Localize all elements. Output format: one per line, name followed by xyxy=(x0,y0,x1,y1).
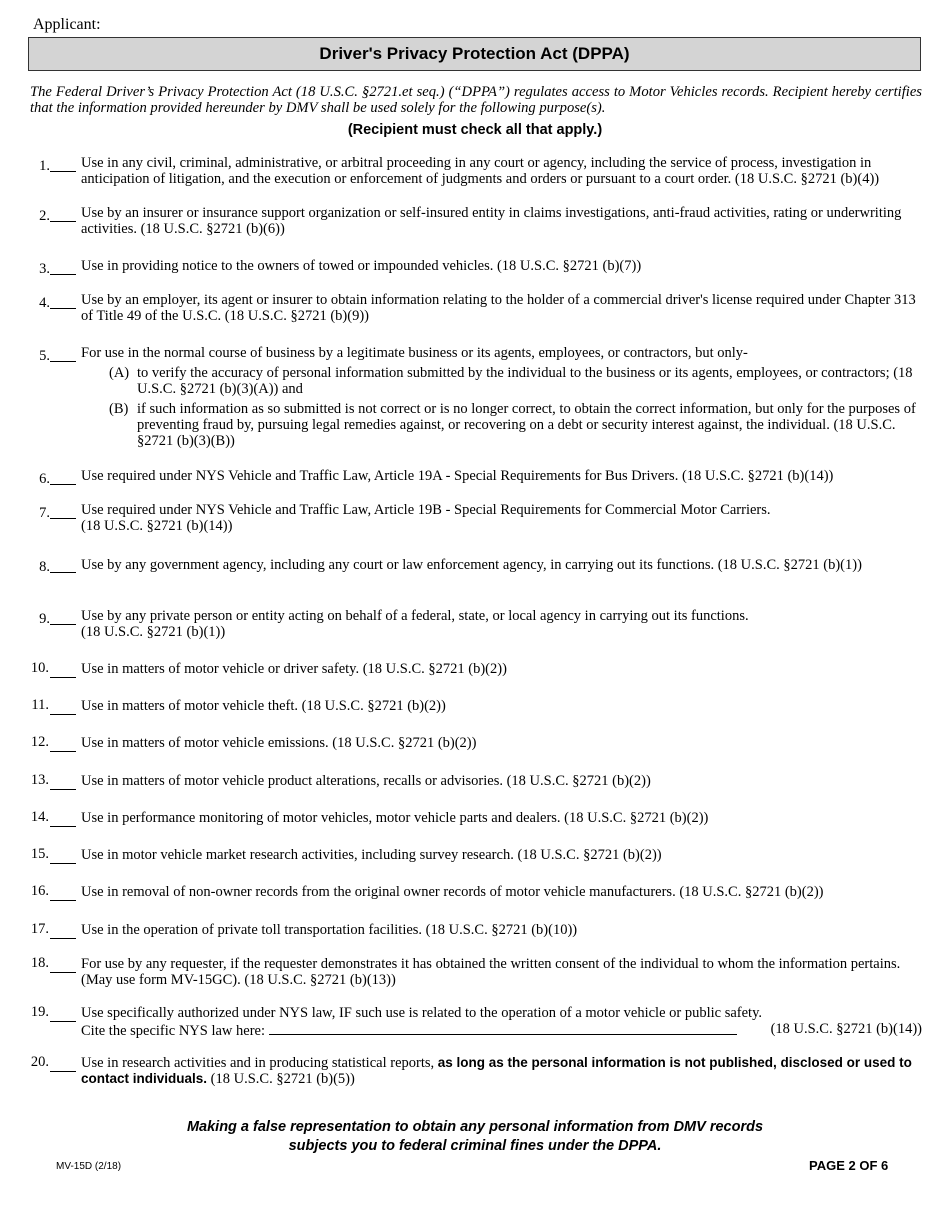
item-number: 16. xyxy=(30,883,49,899)
item-number: 8. xyxy=(39,559,50,575)
form-title xyxy=(28,37,921,71)
item-body xyxy=(81,1055,922,1087)
item-number: 1. xyxy=(39,158,50,174)
checkbox-blank-15[interactable] xyxy=(50,863,76,864)
item-number: 18. xyxy=(30,955,49,971)
intro-paragraph: The Federal Driver’s Privacy Protection Act (18 U.S.C. §2721.et seq.) (“DPPA”) regulates access to Motor Vehicles records. Recipient hereby certifies that the information provided hereunder by DMV shall be used solely for the following purpose(s). xyxy=(30,84,922,116)
item-number: 15. xyxy=(30,846,49,862)
checkbox-blank-20[interactable] xyxy=(50,1071,76,1072)
item-number: 9. xyxy=(39,611,50,627)
item-text: Use in any civil, criminal, administrative, or arbitral proceeding in any court or agency, including the service of process, investigation in anticipation of litigation, and the execution or enforcement of judgments and orders or pursuant to a court order. (18 U.S.C. §2721 (b)(4)) xyxy=(81,155,880,187)
item-text: Use in performance monitoring of motor vehicles, motor vehicle parts and dealers. (18 U.S.C. §2721 (b)(2)) xyxy=(81,810,709,826)
checkbox-blank-9[interactable] xyxy=(50,624,76,625)
checkbox-blank-17[interactable] xyxy=(50,938,76,939)
checkbox-blank-2[interactable] xyxy=(50,221,76,222)
applicant-label: Applicant: xyxy=(33,16,101,33)
checkbox-blank-14[interactable] xyxy=(50,826,76,827)
checkbox-blank-12[interactable] xyxy=(50,751,76,752)
item-text-end: (18 U.S.C. §2721 (b)(5)) xyxy=(210,1071,355,1087)
checkbox-blank-6[interactable] xyxy=(50,484,76,485)
item-body xyxy=(81,1005,922,1039)
checkbox-blank-11[interactable] xyxy=(50,714,76,715)
checkbox-blank-13[interactable] xyxy=(50,789,76,790)
item-number: 14. xyxy=(30,809,49,825)
item-number: 5. xyxy=(39,348,50,364)
cite-suffix: (18 U.S.C. §2721 (b)(14)) xyxy=(770,1021,922,1037)
item-text: Use required under NYS Vehicle and Traffic Law, Article 19A - Special Requirements for Bus Drivers. (18 U.S.C. §2721 (b)(14)) xyxy=(81,468,834,484)
cite-label: Cite the specific NYS law here: xyxy=(81,1023,266,1039)
checkbox-blank-19[interactable] xyxy=(50,1021,76,1022)
sub-label: (A) xyxy=(109,365,130,381)
item-text-cite: (18 U.S.C. §2721 (b)(14)) xyxy=(81,518,233,534)
item-text: Use by any government agency, including any court or law enforcement agency, in carrying out its functions. (18 U.S.C. §2721 (b)(1)) xyxy=(81,557,862,573)
item-number: 3. xyxy=(39,261,50,277)
checkbox-blank-16[interactable] xyxy=(50,900,76,901)
item-number: 4. xyxy=(39,295,50,311)
sub-item-b xyxy=(109,401,922,449)
item-text: Use in the operation of private toll transportation facilities. (18 U.S.C. §2721 (b)(10)) xyxy=(81,922,578,938)
cite-law-input-line[interactable] xyxy=(269,1021,737,1035)
checkbox-blank-4[interactable] xyxy=(50,308,76,309)
item-text: Use specifically authorized under NYS law, IF such use is related to the operation of a motor vehicle or public safety. xyxy=(81,1005,763,1021)
checkbox-blank-18[interactable] xyxy=(50,972,76,973)
item-text: For use by any requester, if the requester demonstrates it has obtained the written consent of the individual to whom the information pertains. (May use form MV-15GC). (18 U.S.C. §2721 (b)(13)) xyxy=(81,956,901,988)
item-body xyxy=(81,608,922,640)
item-text: Use in matters of motor vehicle product alterations, recalls or advisories. (18 U.S.C. §2721 (b)(2)) xyxy=(81,773,651,789)
item-text-cite: (18 U.S.C. §2721 (b)(1)) xyxy=(81,624,226,640)
warning-line-1: Making a false representation to obtain any personal information from DMV records xyxy=(186,1119,764,1135)
checkbox-blank-3[interactable] xyxy=(50,274,76,275)
page-number: PAGE 2 OF 6 xyxy=(809,1158,889,1173)
sub-text: to verify the accuracy of personal information submitted by the individual to the business or its agents, employees, or contractors; (18 U.S.C. §2721 (b)(3)(A)) and xyxy=(137,365,913,397)
item-number: 6. xyxy=(39,471,50,487)
item-text: Use by an employer, its agent or insurer to obtain information relating to the holder of a commercial driver's license required under Chapter 313 of Title 49 of the U.S.C. (18 U.S.C. §2721 (b)(9)) xyxy=(81,292,916,324)
item-number: 19. xyxy=(30,1004,49,1020)
sub-label: (B) xyxy=(109,401,129,417)
item-body xyxy=(81,502,922,534)
item-text: Use required under NYS Vehicle and Traffic Law, Article 19B - Special Requirements for Commercial Motor Carriers. xyxy=(81,502,771,518)
item-number: 10. xyxy=(30,660,49,676)
item-text: Use in matters of motor vehicle or driver safety. (18 U.S.C. §2721 (b)(2)) xyxy=(81,661,507,677)
sub-text: if such information as so submitted is not correct or is no longer correct, to obtain the correct information, but only for the purposes of preventing fraud by, pursuing legal remedies against, or recovering on a debt or security interest against, the individual. (18 U.S.C. §2721 (b)(3)(B)) xyxy=(137,401,916,449)
item-number: 7. xyxy=(39,505,50,521)
checkbox-blank-5[interactable] xyxy=(50,361,76,362)
item-text: For use in the normal course of business by a legitimate business or its agents, employees, or contractors, but only- xyxy=(81,345,748,361)
checkbox-blank-10[interactable] xyxy=(50,677,76,678)
item-number: 20. xyxy=(30,1054,49,1070)
warning-line-2: subjects you to federal criminal fines under the DPPA. xyxy=(288,1138,662,1154)
checkbox-blank-8[interactable] xyxy=(50,572,76,573)
item-text: Use in providing notice to the owners of towed or impounded vehicles. (18 U.S.C. §2721 (b)(7)) xyxy=(81,258,642,274)
item-number: 12. xyxy=(30,734,49,750)
item-text: Use in motor vehicle market research activities, including survey research. (18 U.S.C. §2721 (b)(2)) xyxy=(81,847,662,863)
item-text: Use in matters of motor vehicle emissions. (18 U.S.C. §2721 (b)(2)) xyxy=(81,735,477,751)
item-number: 17. xyxy=(30,921,49,937)
item-text: Use in research activities and in producing statistical reports, xyxy=(81,1055,435,1071)
form-id: MV-15D (2/18) xyxy=(56,1161,122,1172)
item-text: Use in removal of non-owner records from the original owner records of motor vehicle manufacturers. (18 U.S.C. §2721 (b)(2)) xyxy=(81,884,824,900)
item-text: Use in matters of motor vehicle theft. (18 U.S.C. §2721 (b)(2)) xyxy=(81,698,446,714)
form-title-text: Driver's Privacy Protection Act (DPPA) xyxy=(319,44,630,63)
item-number: 2. xyxy=(39,208,50,224)
checkbox-blank-7[interactable] xyxy=(50,518,76,519)
checkbox-blank-1[interactable] xyxy=(50,171,76,172)
sub-item-a xyxy=(109,365,922,397)
item-text: Use by an insurer or insurance support organization or self-insured entity in claims investigations, anti-fraud activities, rating or underwriting activities. (18 U.S.C. §2721 (b)(6)) xyxy=(81,205,902,237)
sub-list xyxy=(109,365,922,449)
item-text: Use by any private person or entity acting on behalf of a federal, state, or local agency in carrying out its functions. xyxy=(81,608,749,624)
item-number: 11. xyxy=(31,697,49,713)
item-number: 13. xyxy=(30,772,49,788)
false-representation-warning xyxy=(0,1118,950,1156)
check-instruction: (Recipient must check all that apply.) xyxy=(347,122,603,138)
item-body xyxy=(81,345,922,453)
item-bold-text: as long as the personal information is not published, disclosed or used to contact individuals. xyxy=(81,1055,912,1086)
